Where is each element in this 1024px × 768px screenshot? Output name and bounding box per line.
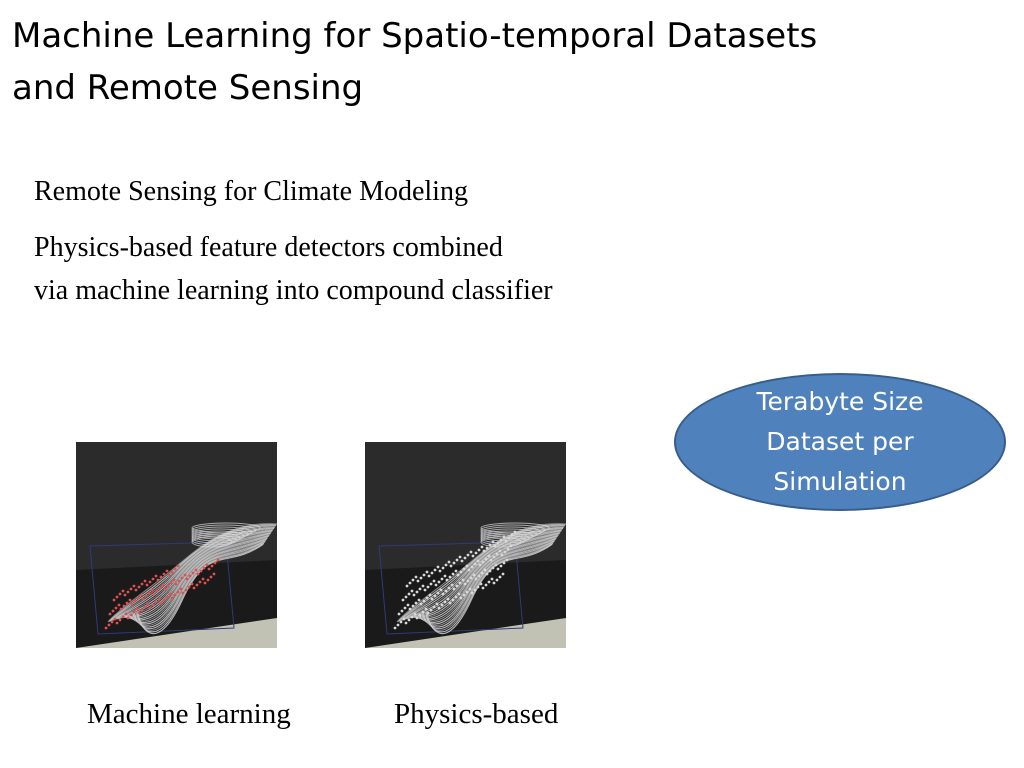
physics-vortex-render	[365, 442, 566, 648]
slide-title-line-1: Machine Learning for Spatio-temporal Datasets	[12, 16, 818, 56]
caption-machine-learning: Machine learning	[87, 698, 291, 730]
physics-based-visualization	[365, 442, 566, 648]
description-line-1: Physics-based feature detectors combined	[34, 232, 503, 263]
callout-line-1: Terabyte Size	[756, 387, 924, 416]
caption-physics-based: Physics-based	[394, 698, 559, 730]
description	[34, 226, 553, 312]
subtitle: Remote Sensing for Climate Modeling	[34, 176, 468, 207]
slide-title-line-2: and Remote Sensing	[12, 68, 364, 108]
callout-line-3: Simulation	[773, 467, 907, 496]
machine-learning-visualization	[76, 442, 277, 648]
ml-vortex-render	[76, 442, 277, 648]
callout-line-2: Dataset per	[766, 427, 914, 456]
description-line-2: via machine learning into compound classifier	[34, 275, 553, 306]
dataset-size-callout	[674, 373, 1006, 511]
slide-title	[12, 10, 972, 114]
